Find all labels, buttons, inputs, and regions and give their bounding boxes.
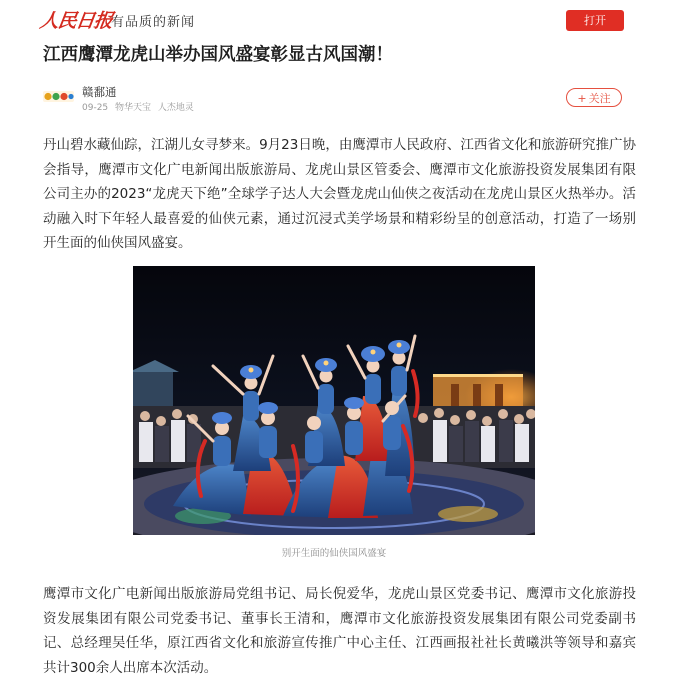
article-paragraph: 丹山碧水藏仙踪，江湖儿女寻梦来。9月23日晚，由鹰潭市人民政府、江西省文化和旅游研究推广协会指导，鹰潭市文化广电新闻出版旅游局、龙虎山景区管委会、鹰潭市文化旅游投资发展集团有限公司主办的2023“龙虎天下绝”全球学子达人大会暨龙虎山仙侠之夜活动在龙虎山景区火热举办。活动融入时下年轻人最喜爱的仙侠元素，通过沉浸式美学场景和精彩纷呈的创意活动，打造了一场别开生面的仙侠国风盛宴。 xyxy=(43,137,636,251)
avatar[interactable] xyxy=(43,86,74,106)
follow-button[interactable] xyxy=(566,88,622,107)
author-logo-icon xyxy=(43,86,74,106)
top-bar xyxy=(0,0,677,40)
publish-date: 09-25 xyxy=(82,103,109,113)
article-photo[interactable] xyxy=(133,266,535,535)
open-app-button[interactable]: 打开 xyxy=(566,10,624,31)
article-meta xyxy=(82,100,198,113)
brand-logo[interactable]: 人民日报 xyxy=(38,10,114,32)
author-name[interactable]: 赣鄱通 xyxy=(82,85,117,99)
author-tag: 物华天宝 xyxy=(115,103,152,113)
stage-performance-image xyxy=(133,266,535,535)
article-title: 江西鹰潭龙虎山举办国风盛宴彰显古风国潮！ xyxy=(43,45,393,65)
follow-button-label: 关注 xyxy=(588,92,611,105)
plus-icon: + xyxy=(577,92,587,105)
image-caption: 别开生面的仙侠国风盛宴 xyxy=(281,548,387,559)
article-paragraph: 鹰潭市文化广电新闻出版旅游局党组书记、局长倪爱华，龙虎山景区党委书记、鹰潭市文化旅游投资发展集团有限公司党委书记、董事长王清和，鹰潭市文化旅游投资发展集团有限公司党委副书记、总经理吴任华，原江西省文化和旅游宣传推广中心主任、江西画报社社长黄曦洪等领导和嘉宾共计300余人出席本次活动。 xyxy=(43,586,636,676)
author-tag: 人杰地灵 xyxy=(157,103,194,113)
brand-slogan: 有品质的新闻 xyxy=(111,15,196,30)
